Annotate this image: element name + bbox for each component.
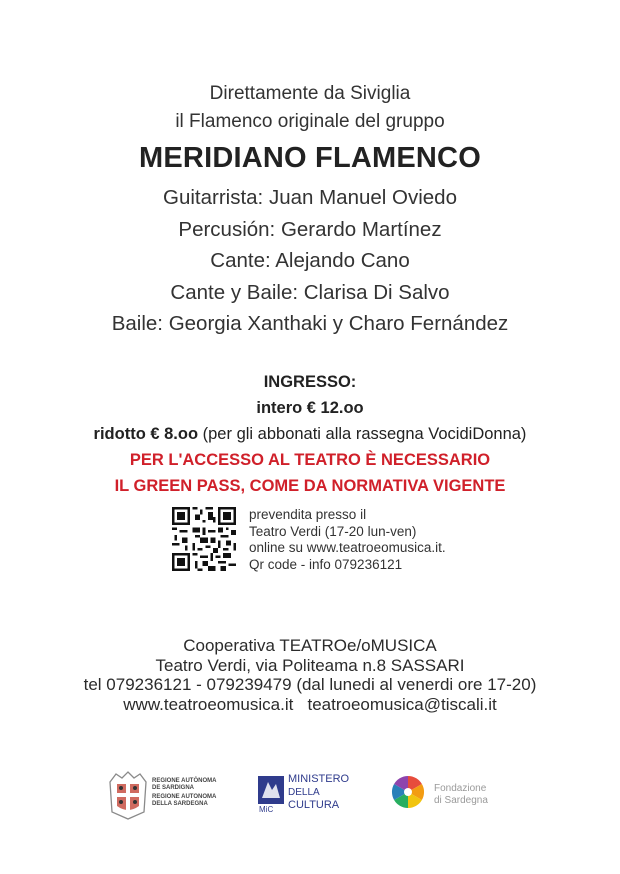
contact-web-email[interactable]: www.teatroeomusica.it teatroeomusica@tiscali.it	[123, 694, 497, 714]
mic-logo-text: MiC	[259, 805, 274, 814]
presale-line: Teatro Verdi (17-20 lun-ven)	[249, 523, 417, 539]
sardegna-logo-text: DELLA SARDEGNA	[152, 801, 208, 807]
greenpass-notice-line-2: IL GREEN PASS, COME DA NORMATIVA VIGENTE	[114, 477, 506, 495]
mic-logo-text: DELLA	[288, 787, 320, 798]
cast-list	[0, 182, 620, 340]
sardegna-logo-text: REGIONE AUTONOMA	[152, 794, 217, 800]
presale-line: Qr code - info 079236121	[249, 556, 403, 572]
fondazione-sardegna-logo	[390, 774, 520, 814]
qr-code-icon[interactable]	[172, 507, 236, 571]
fondazione-logo-text: di Sardegna	[434, 795, 488, 806]
greenpass-notice-line-1: PER L'ACCESSO AL TEATRO È NECESSARIO	[129, 451, 491, 469]
presale-info	[249, 507, 446, 573]
fondazione-logo-text: Fondazione	[434, 783, 487, 794]
tickets-full-price: intero € 12.oo	[256, 399, 364, 417]
contact-phone: tel 079236121 - 079239479 (dal lunedi al venerdi ore 17-20)	[83, 675, 537, 694]
sardegna-logo-text: DE SARDIGNA	[152, 785, 195, 791]
tickets-heading: INGRESSO:	[263, 373, 357, 391]
presale-line: online su www.teatroeomusica.it.	[249, 540, 446, 555]
regione-sardegna-logo	[104, 768, 254, 820]
cast-item: Guitarrista: Juan Manuel Oviedo	[163, 186, 457, 209]
ministero-cultura-logo	[256, 768, 366, 824]
cast-item: Cante: Alejando Cano	[210, 249, 410, 272]
contact-block	[0, 636, 620, 714]
presale-line: prevendita presso il	[249, 507, 367, 522]
contact-organization: Cooperativa TEATROe/oMUSICA	[183, 636, 437, 655]
cast-item: Cante y Baile: Clarisa Di Salvo	[170, 280, 450, 304]
sponsor-logos	[0, 768, 620, 824]
tickets-reduced-note: (per gli abbonati alla rassegna VocidiDonna)	[202, 425, 527, 443]
mic-logo-text: CULTURA	[288, 799, 340, 811]
cast-item: Baile: Georgia Xanthaki y Charo Fernández	[111, 312, 509, 335]
tickets-reduced-price: ridotto € 8.oo	[93, 425, 199, 443]
contact-address: Teatro Verdi, via Politeama n.8 SASSARI	[155, 655, 465, 675]
mic-logo-text: MINISTERO	[288, 773, 350, 785]
intro-line-2: il Flamenco originale del gruppo	[175, 111, 445, 132]
page-title: MERIDIANO FLAMENCO	[139, 142, 481, 174]
fondazione-pinwheel-icon	[390, 774, 426, 810]
cast-item: Percusión: Gerardo Martínez	[178, 217, 442, 241]
sardegna-logo-text: REGIONE AUTÒNOMA	[152, 778, 217, 784]
intro-line-1: Direttamente da Siviglia	[209, 83, 411, 104]
tickets-section	[0, 369, 620, 447]
